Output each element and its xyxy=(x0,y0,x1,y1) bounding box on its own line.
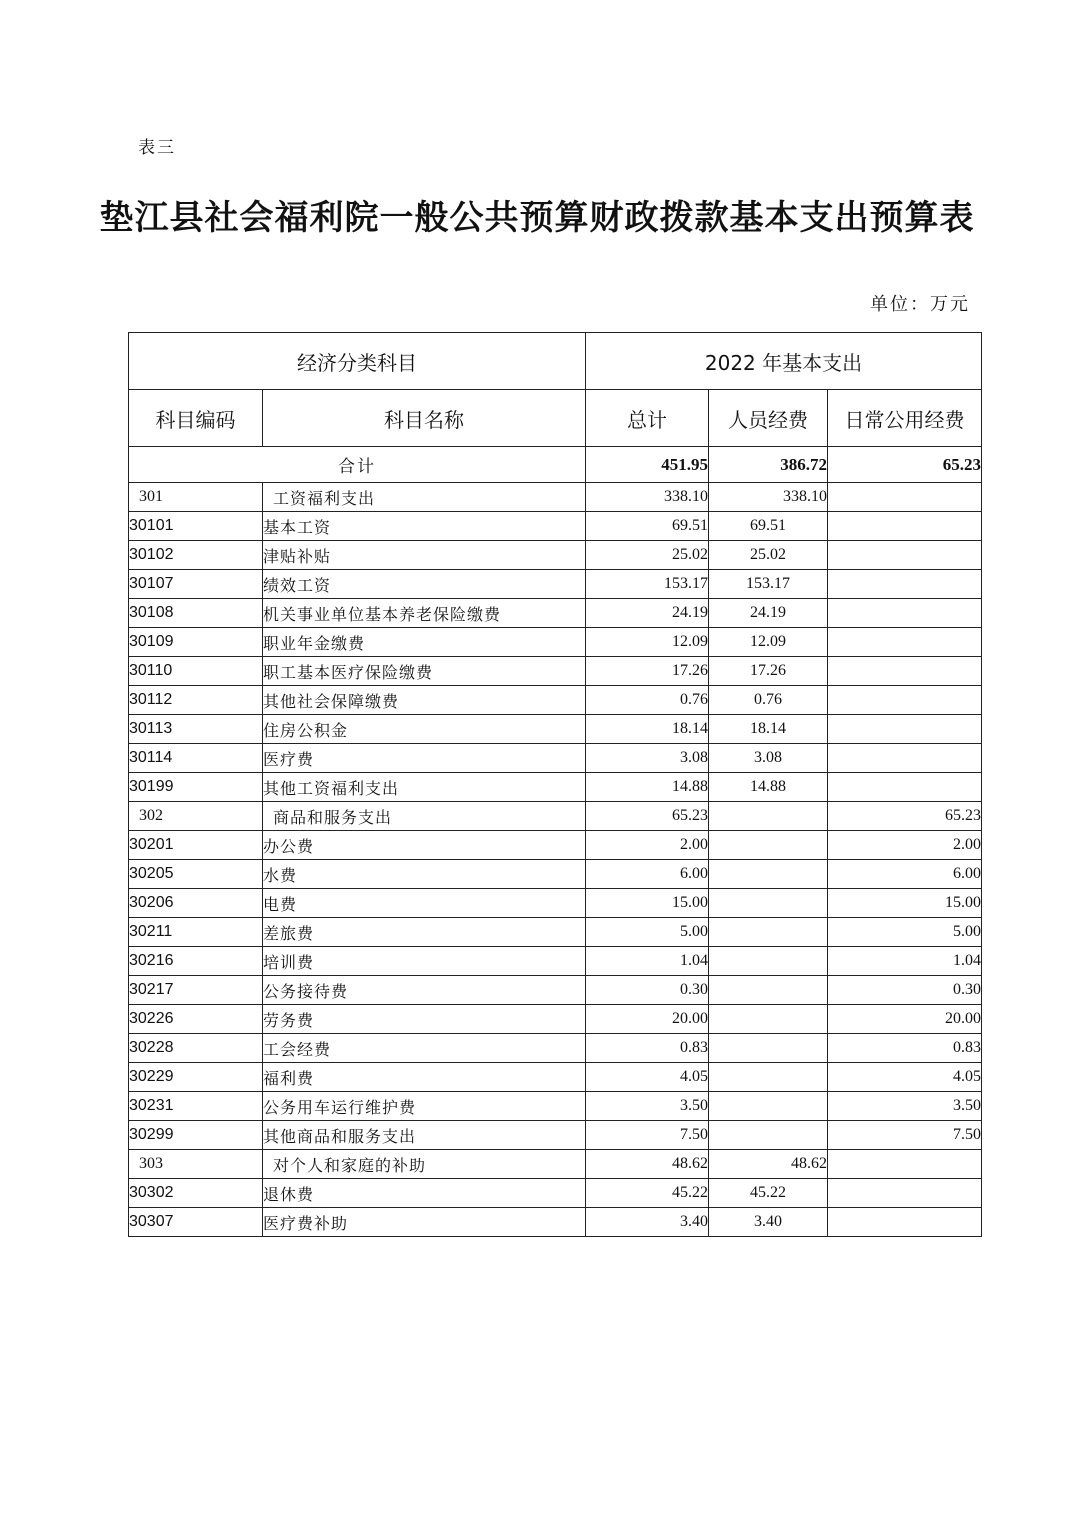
subject-name: 水费 xyxy=(263,860,586,889)
total-value: 7.50 xyxy=(586,1121,709,1150)
subject-code: 302 xyxy=(129,802,263,831)
personnel-value xyxy=(709,1063,828,1092)
table-row xyxy=(129,918,982,947)
public-value: 2.00 xyxy=(828,831,982,860)
total-value: 24.19 xyxy=(586,599,709,628)
public-value xyxy=(828,483,982,512)
total-value: 2.00 xyxy=(586,831,709,860)
public-value xyxy=(828,599,982,628)
personnel-value: 338.10 xyxy=(709,483,828,512)
subject-code: 30226 xyxy=(129,1005,263,1034)
personnel-value: 14.88 xyxy=(709,773,828,802)
subject-code: 30109 xyxy=(129,628,263,657)
header-basic-expenditure-2022: 2022 年基本支出 xyxy=(586,333,982,390)
header-public-expense: 日常公用经费 xyxy=(828,390,982,447)
total-value: 3.40 xyxy=(586,1208,709,1237)
public-value xyxy=(828,715,982,744)
subject-code: 30101 xyxy=(129,512,263,541)
subject-name: 其他工资福利支出 xyxy=(263,773,586,802)
subject-code: 30102 xyxy=(129,541,263,570)
personnel-value: 18.14 xyxy=(709,715,828,744)
table-label: 表三 xyxy=(138,138,176,158)
table-row xyxy=(129,1121,982,1150)
public-value: 3.50 xyxy=(828,1092,982,1121)
subject-name: 商品和服务支出 xyxy=(263,802,586,831)
table-row xyxy=(129,802,982,831)
subject-name: 电费 xyxy=(263,889,586,918)
personnel-value xyxy=(709,918,828,947)
total-value: 25.02 xyxy=(586,541,709,570)
subject-code: 30229 xyxy=(129,1063,263,1092)
subject-code: 30217 xyxy=(129,976,263,1005)
total-value: 0.83 xyxy=(586,1034,709,1063)
subject-name: 工资福利支出 xyxy=(263,483,586,512)
subject-code: 30302 xyxy=(129,1179,263,1208)
subject-code: 30201 xyxy=(129,831,263,860)
table-row xyxy=(129,1005,982,1034)
personnel-value xyxy=(709,947,828,976)
public-value xyxy=(828,570,982,599)
table-row xyxy=(129,860,982,889)
public-value xyxy=(828,1208,982,1237)
total-value: 153.17 xyxy=(586,570,709,599)
table-row xyxy=(129,541,982,570)
subject-name: 绩效工资 xyxy=(263,570,586,599)
subject-name: 职工基本医疗保险缴费 xyxy=(263,657,586,686)
table-row xyxy=(129,628,982,657)
subject-code: 30211 xyxy=(129,918,263,947)
total-value: 65.23 xyxy=(586,802,709,831)
header-subject-code: 科目编码 xyxy=(129,390,263,447)
public-value xyxy=(828,686,982,715)
personnel-value xyxy=(709,1092,828,1121)
subject-code: 303 xyxy=(129,1150,263,1179)
table-row xyxy=(129,773,982,802)
subject-name: 其他商品和服务支出 xyxy=(263,1121,586,1150)
total-value: 1.04 xyxy=(586,947,709,976)
total-value: 18.14 xyxy=(586,715,709,744)
public-value xyxy=(828,773,982,802)
table-row xyxy=(129,715,982,744)
subject-code: 30216 xyxy=(129,947,263,976)
public-value xyxy=(828,628,982,657)
total-value: 3.50 xyxy=(586,1092,709,1121)
total-value: 4.05 xyxy=(586,1063,709,1092)
public-value: 20.00 xyxy=(828,1005,982,1034)
subject-code: 301 xyxy=(129,483,263,512)
subject-name: 退休费 xyxy=(263,1179,586,1208)
total-row xyxy=(129,447,982,483)
table-row xyxy=(129,831,982,860)
subject-code: 30112 xyxy=(129,686,263,715)
public-value: 1.04 xyxy=(828,947,982,976)
subject-name: 办公费 xyxy=(263,831,586,860)
table-row xyxy=(129,483,982,512)
subject-name: 公务接待费 xyxy=(263,976,586,1005)
table-row xyxy=(129,512,982,541)
total-value: 48.62 xyxy=(586,1150,709,1179)
personnel-value xyxy=(709,802,828,831)
total-sum: 451.95 xyxy=(586,447,709,483)
table-row xyxy=(129,570,982,599)
subject-code: 30231 xyxy=(129,1092,263,1121)
table-row xyxy=(129,599,982,628)
public-value: 0.83 xyxy=(828,1034,982,1063)
subject-name: 职业年金缴费 xyxy=(263,628,586,657)
subject-code: 30228 xyxy=(129,1034,263,1063)
document-title: 垫江县社会福利院一般公共预算财政拨款基本支出预算表 xyxy=(99,198,975,238)
subject-name: 培训费 xyxy=(263,947,586,976)
total-value: 12.09 xyxy=(586,628,709,657)
table-row xyxy=(129,657,982,686)
public-value xyxy=(828,1150,982,1179)
subject-code: 30107 xyxy=(129,570,263,599)
table-row xyxy=(129,686,982,715)
public-value xyxy=(828,512,982,541)
subject-code: 30307 xyxy=(129,1208,263,1237)
subject-name: 医疗费 xyxy=(263,744,586,773)
subject-name: 工会经费 xyxy=(263,1034,586,1063)
public-value: 6.00 xyxy=(828,860,982,889)
public-value: 5.00 xyxy=(828,918,982,947)
personnel-value xyxy=(709,831,828,860)
table-row xyxy=(129,744,982,773)
total-value: 6.00 xyxy=(586,860,709,889)
subject-name: 公务用车运行维护费 xyxy=(263,1092,586,1121)
header-total: 总计 xyxy=(586,390,709,447)
public-value: 65.23 xyxy=(828,802,982,831)
personnel-value: 153.17 xyxy=(709,570,828,599)
table-row xyxy=(129,1150,982,1179)
personnel-value: 45.22 xyxy=(709,1179,828,1208)
table-row xyxy=(129,1092,982,1121)
personnel-value: 12.09 xyxy=(709,628,828,657)
table-row xyxy=(129,889,982,918)
total-value: 20.00 xyxy=(586,1005,709,1034)
subject-name: 住房公积金 xyxy=(263,715,586,744)
personnel-value xyxy=(709,889,828,918)
subject-name: 福利费 xyxy=(263,1063,586,1092)
subject-name: 津贴补贴 xyxy=(263,541,586,570)
table-row xyxy=(129,1063,982,1092)
personnel-value xyxy=(709,1121,828,1150)
total-value: 17.26 xyxy=(586,657,709,686)
public-value xyxy=(828,541,982,570)
total-value: 3.08 xyxy=(586,744,709,773)
subject-name: 差旅费 xyxy=(263,918,586,947)
subject-name: 机关事业单位基本养老保险缴费 xyxy=(263,599,586,628)
total-value: 5.00 xyxy=(586,918,709,947)
public-value xyxy=(828,657,982,686)
subject-code: 30206 xyxy=(129,889,263,918)
subject-name: 其他社会保障缴费 xyxy=(263,686,586,715)
total-value: 0.30 xyxy=(586,976,709,1005)
total-public: 65.23 xyxy=(828,447,982,483)
table-row xyxy=(129,1208,982,1237)
total-value: 69.51 xyxy=(586,512,709,541)
subject-name: 劳务费 xyxy=(263,1005,586,1034)
unit-label: 单位：万元 xyxy=(870,294,970,315)
subject-code: 30108 xyxy=(129,599,263,628)
personnel-value: 48.62 xyxy=(709,1150,828,1179)
table-row xyxy=(129,1179,982,1208)
subject-name: 对个人和家庭的补助 xyxy=(263,1150,586,1179)
subject-code: 30299 xyxy=(129,1121,263,1150)
header-subject-name: 科目名称 xyxy=(263,390,586,447)
total-personnel: 386.72 xyxy=(709,447,828,483)
subject-name: 医疗费补助 xyxy=(263,1208,586,1237)
personnel-value: 3.40 xyxy=(709,1208,828,1237)
table-row xyxy=(129,976,982,1005)
table-row xyxy=(129,947,982,976)
personnel-value: 25.02 xyxy=(709,541,828,570)
public-value: 0.30 xyxy=(828,976,982,1005)
subject-code: 30113 xyxy=(129,715,263,744)
subject-code: 30114 xyxy=(129,744,263,773)
personnel-value xyxy=(709,976,828,1005)
total-value: 45.22 xyxy=(586,1179,709,1208)
personnel-value xyxy=(709,1034,828,1063)
subject-code: 30199 xyxy=(129,773,263,802)
header-economic-classification: 经济分类科目 xyxy=(129,333,586,390)
total-value: 15.00 xyxy=(586,889,709,918)
public-value: 15.00 xyxy=(828,889,982,918)
budget-table xyxy=(128,332,982,1237)
subject-code: 30205 xyxy=(129,860,263,889)
header-personnel-expense: 人员经费 xyxy=(709,390,828,447)
public-value: 4.05 xyxy=(828,1063,982,1092)
public-value xyxy=(828,744,982,773)
personnel-value: 0.76 xyxy=(709,686,828,715)
subject-code: 30110 xyxy=(129,657,263,686)
total-label: 合计 xyxy=(129,447,586,483)
personnel-value xyxy=(709,860,828,889)
table-row xyxy=(129,1034,982,1063)
personnel-value: 17.26 xyxy=(709,657,828,686)
subject-name: 基本工资 xyxy=(263,512,586,541)
total-value: 338.10 xyxy=(586,483,709,512)
total-value: 0.76 xyxy=(586,686,709,715)
public-value: 7.50 xyxy=(828,1121,982,1150)
personnel-value xyxy=(709,1005,828,1034)
public-value xyxy=(828,1179,982,1208)
personnel-value: 24.19 xyxy=(709,599,828,628)
total-value: 14.88 xyxy=(586,773,709,802)
personnel-value: 69.51 xyxy=(709,512,828,541)
personnel-value: 3.08 xyxy=(709,744,828,773)
